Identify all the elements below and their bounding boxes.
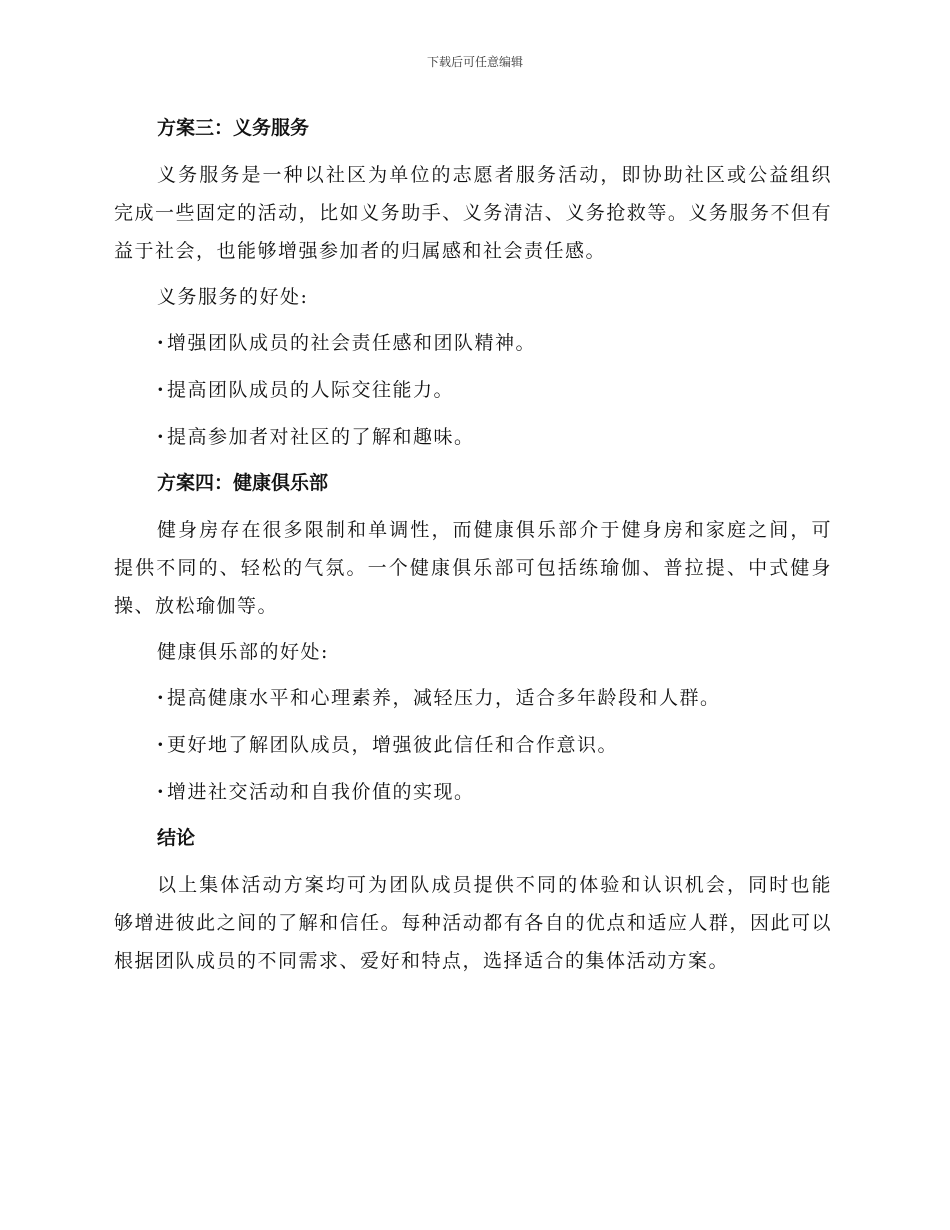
section-heading-health-club: 方案四：健康俱乐部 <box>157 472 329 494</box>
bullet-text: 增强团队成员的社会责任感和团队精神。 <box>167 332 537 354</box>
bullet-icon: · <box>157 687 166 709</box>
bullet-text: 提高团队成员的人际交往能力。 <box>167 379 455 401</box>
bullet-icon: · <box>157 332 166 354</box>
bullet-icon: · <box>157 734 166 756</box>
section-heading-volunteer-service: 方案三：义务服务 <box>157 117 310 139</box>
section-paragraph-volunteer-service: 义务服务是一种以社区为单位的志愿者服务活动，即协助社区或公益组织完成一些固定的活动，比如义务助手、义务清洁、义务抢救等。义务服务不但有益于社会，也能够增强参加者的归属感和社会责任感。 <box>114 164 832 262</box>
bullet-item <box>114 418 832 456</box>
page-header: 下载后可任意编辑 <box>426 55 523 69</box>
bullet-icon: · <box>157 426 166 448</box>
bullet-text: 提高参加者对社区的了解和趣味。 <box>167 426 475 448</box>
bullet-item <box>114 371 832 409</box>
bullet-item <box>114 773 832 811</box>
bullet-item <box>114 324 832 362</box>
bullet-item <box>114 679 832 717</box>
bullet-item <box>114 726 832 764</box>
bullet-text: 提高健康水平和心理素养，减轻压力，适合多年龄段和人群。 <box>167 687 721 709</box>
section-paragraph-health-club: 健身房存在很多限制和单调性，而健康俱乐部介于健身房和家庭之间，可提供不同的、轻松的气氛。一个健康俱乐部可包括练瑜伽、普拉提、中式健身操、放松瑜伽等。 <box>114 519 832 617</box>
section-heading-conclusion: 结论 <box>157 827 196 849</box>
bullet-icon: · <box>157 379 166 401</box>
section-paragraph-conclusion: 以上集体活动方案均可为团队成员提供不同的体验和认识机会，同时也能够增进彼此之间的了解和信任。每种活动都有各自的优点和适应人群，因此可以根据团队成员的不同需求、爱好和特点，选择适合的集体活动方案。 <box>114 874 832 972</box>
bullet-text: 增进社交活动和自我价值的实现。 <box>167 781 475 803</box>
bullet-icon: · <box>157 781 166 803</box>
document-body <box>114 110 832 988</box>
benefits-label-health-club: 健康俱乐部的好处: <box>157 641 329 663</box>
bullet-text: 更好地了解团队成员，增强彼此信任和合作意识。 <box>167 734 619 756</box>
benefits-label-volunteer-service: 义务服务的好处: <box>157 286 309 308</box>
